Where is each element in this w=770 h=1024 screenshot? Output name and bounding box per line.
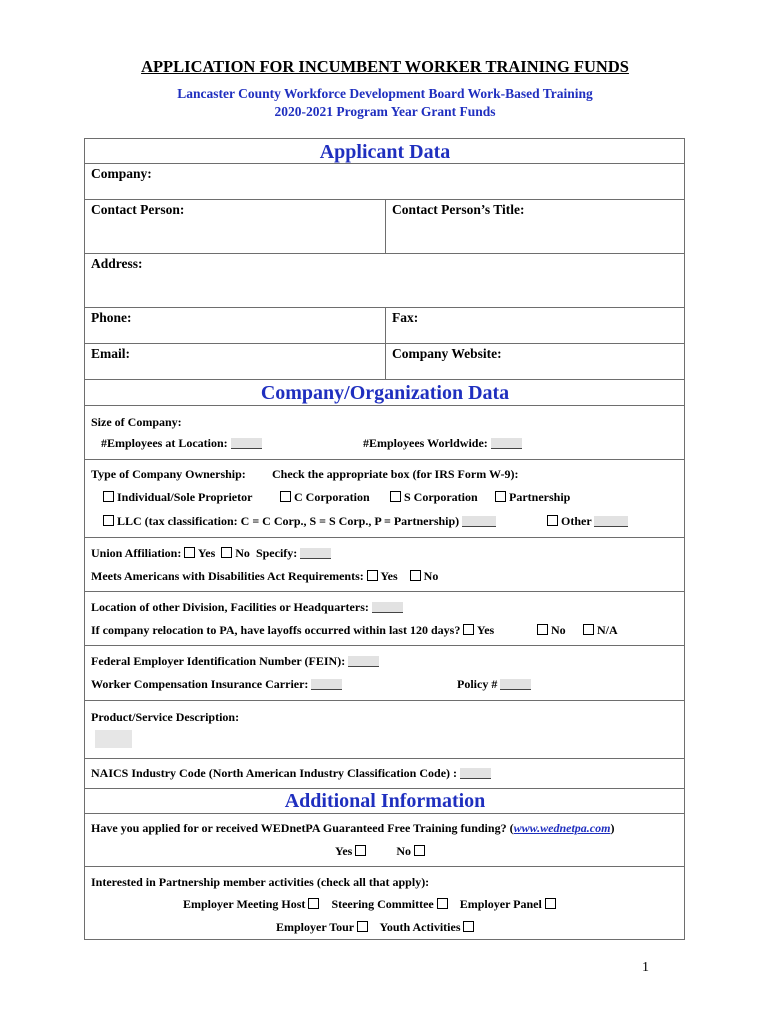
fax-field[interactable]: Fax: [392,310,419,325]
ada-yes-checkbox[interactable] [367,570,378,581]
ada-yes-label: Yes [380,569,398,583]
ada-no-checkbox[interactable] [410,570,421,581]
specify-label: Specify: [255,546,298,560]
union-row [91,546,331,561]
union-specify-input[interactable] [300,548,331,559]
relocation-na-label: N/A [597,623,618,637]
ada-no-label: No [423,569,439,583]
phone-field[interactable]: Phone: [91,310,132,325]
other-label: Other [561,514,592,528]
page-number: 1 [642,960,649,975]
union-no-label: No [235,546,250,560]
contact-title-field[interactable]: Contact Person’s Title: [392,202,525,217]
website-field[interactable]: Company Website: [392,346,502,361]
other-checkbox[interactable] [547,515,558,526]
ada-label: Meets Americans with Disabilities Act Requirements: [91,569,364,583]
section-heading-company: Company/Organization Data [260,382,510,404]
other-input[interactable] [594,516,628,527]
relocation-row [91,623,494,638]
activities-row-1 [183,897,556,912]
wednet-link[interactable]: www.wednetpa.com [513,821,611,835]
naics-input[interactable] [460,768,491,779]
activity-youth-checkbox[interactable] [463,921,474,932]
llc-checkbox[interactable] [103,515,114,526]
employees-worldwide-row [363,436,522,451]
company-field[interactable]: Company: [91,166,152,181]
activity-steering-checkbox[interactable] [437,898,448,909]
wednet-row: Have you applied for or received WEDnetPA Guaranteed Free Training funding? (www.wednetpa.com) [91,821,615,835]
union-yes-checkbox[interactable] [184,547,195,558]
ownership-llc-row [103,514,496,529]
employees-location-label: #Employees at Location: [101,436,228,450]
wednet-no-label: No [396,844,412,858]
partnership-label: Partnership [509,490,571,504]
contact-person-field[interactable]: Contact Person: [91,202,185,217]
fein-input[interactable] [348,656,379,667]
wc-carrier-row [91,677,342,692]
ownership-partnership-row [495,490,570,505]
wednet-answer-row [335,844,425,859]
wednet-question: Have you applied for or received WEDnetPA Guaranteed Free Training funding? [91,821,507,835]
ownership-scorp-row [390,490,478,505]
page-subtitle: Lancaster County Workforce Development Board Work-Based Training [177,86,593,101]
activity-steering-label: Steering Committee [331,897,434,911]
product-desc-label: Product/Service Description: [91,710,240,724]
ownership-ccorp-row [280,490,370,505]
fein-label: Federal Employer Identification Number (FEIN): [91,654,346,668]
page-subtitle-year: 2020-2021 Program Year Grant Funds [274,104,496,119]
location-other-label: Location of other Division, Facilities or Headquarters: [91,600,369,614]
relocation-no-checkbox[interactable] [537,624,548,635]
policy-row [457,677,531,692]
activity-meeting-host-checkbox[interactable] [308,898,319,909]
activity-meeting-host-label: Employer Meeting Host [183,897,306,911]
relocation-no-label: No [551,623,566,637]
ownership-other-row [547,514,628,529]
wednet-yes-label: Yes [335,844,353,858]
ownership-label: Type of Company Ownership: [91,467,246,481]
naics-row [91,766,491,781]
activity-panel-checkbox[interactable] [545,898,556,909]
employees-location-input[interactable] [231,438,262,449]
union-no-checkbox[interactable] [221,547,232,558]
section-heading-additional: Additional Information [284,790,486,812]
fein-row [91,654,379,669]
llc-label: LLC (tax classification: C = C Corp., S = S Corp., P = Partnership) [117,514,460,528]
activity-tour-label: Employer Tour [276,920,354,934]
s-corporation-checkbox[interactable] [390,491,401,502]
wc-carrier-input[interactable] [311,679,342,690]
employees-worldwide-label: #Employees Worldwide: [363,436,488,450]
union-yes-label: Yes [197,546,216,560]
application-form [84,138,685,940]
activities-row-2 [276,920,474,935]
c-corporation-label: C Corporation [294,490,370,504]
employees-worldwide-input[interactable] [491,438,522,449]
location-other-row [91,600,403,615]
ada-row [91,569,438,584]
c-corporation-checkbox[interactable] [280,491,291,502]
sole-proprietor-label: Individual/Sole Proprietor [117,490,253,504]
size-label: Size of Company: [91,415,182,429]
wednet-yes-checkbox[interactable] [355,845,366,856]
llc-classification-input[interactable] [462,516,496,527]
relocation-na-checkbox[interactable] [583,624,594,635]
relocation-no-row [537,623,566,638]
union-label: Union Affiliation: [91,546,182,560]
location-other-input[interactable] [372,602,403,613]
relocation-yes-label: Yes [476,623,495,637]
policy-label: Policy # [457,677,498,691]
address-field[interactable]: Address: [91,256,143,271]
activity-youth-label: Youth Activities [379,920,461,934]
product-desc-input[interactable] [95,730,132,748]
page-title: APPLICATION FOR INCUMBENT WORKER TRAINING FUNDS [141,57,629,76]
ownership-sole-row [103,490,252,505]
wednet-no-checkbox[interactable] [414,845,425,856]
activity-tour-checkbox[interactable] [357,921,368,932]
wc-carrier-label: Worker Compensation Insurance Carrier: [91,677,309,691]
sole-proprietor-checkbox[interactable] [103,491,114,502]
policy-input[interactable] [500,679,531,690]
s-corporation-label: S Corporation [404,490,478,504]
activity-panel-label: Employer Panel [459,897,542,911]
ownership-instruction: Check the appropriate box (for IRS Form W-9): [272,467,519,481]
naics-label: NAICS Industry Code (North American Industry Classification Code) : [91,766,458,780]
relocation-label: If company relocation to PA, have layoffs occurred within last 120 days? [91,623,461,637]
email-field[interactable]: Email: [91,346,130,361]
relocation-yes-checkbox[interactable] [463,624,474,635]
partnership-checkbox[interactable] [495,491,506,502]
employees-location-row [101,436,262,451]
section-heading-applicant: Applicant Data [319,141,451,163]
partnership-question: Interested in Partnership member activities (check all that apply): [91,875,430,889]
relocation-na-row [583,623,618,638]
